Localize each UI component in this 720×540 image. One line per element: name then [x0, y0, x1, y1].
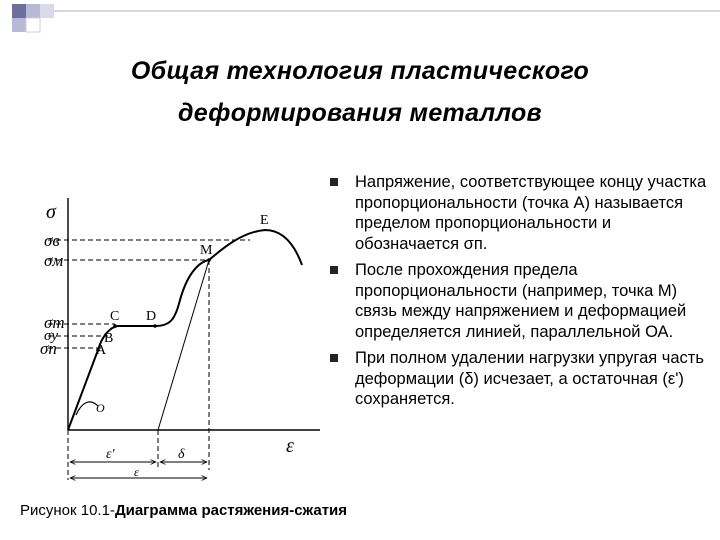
bullet-text: При полном удалении нагрузки упругая часть деформации (δ) исчезает, а остаточная (ε') сохраняется.: [355, 349, 704, 408]
point-b-label: B: [104, 331, 114, 346]
y-axis-label: σ: [46, 201, 56, 223]
slide-title-line-2: деформирования металлов: [178, 99, 542, 127]
bullet-item: [330, 260, 715, 342]
slide-title-line-1: Общая технология пластического: [130, 57, 590, 85]
bullet-list: [330, 172, 715, 416]
point-a-label: A: [96, 343, 107, 358]
caption-text: Диаграмма растяжения-сжатия: [114, 502, 348, 519]
curve-points: [96, 258, 211, 352]
point-c-label: C: [110, 309, 120, 324]
bullet-item: [330, 348, 715, 410]
bullet-item: [330, 172, 715, 254]
eps-prime-label: ε': [106, 447, 115, 462]
slide-decoration: [0, 0, 720, 40]
elastic-return-curve: [76, 402, 98, 415]
point-e-label: E: [260, 213, 269, 228]
reference-lines: [48, 240, 250, 480]
sigma-v-label: σв: [44, 231, 60, 250]
sigma-p-label: σп: [40, 339, 57, 358]
unloading-line: [158, 260, 209, 430]
sigma-u-label: σу: [44, 328, 59, 344]
delta-label: δ: [178, 447, 185, 462]
point-m-label: M: [200, 243, 213, 258]
point-d-label: D: [146, 309, 157, 324]
bullet-text: После прохождения предела пропорциональности (например, точка М) связь между напряжением и деформацией определяется линией, параллельной ОА.: [355, 261, 687, 341]
x-axis-label: ε: [286, 435, 294, 457]
eps-total-label: ε: [134, 465, 139, 479]
sigma-m-label: σм: [44, 251, 64, 270]
bullet-text: Напряжение, соответствующее концу участка пропорциональности (точка А) называется пределом пропорциональности и обозначается σп.: [355, 173, 707, 253]
figure-caption: [20, 502, 347, 519]
stress-strain-diagram: [20, 180, 335, 490]
sigma-t-label: σт: [44, 313, 65, 332]
origin-label: O: [96, 401, 105, 415]
caption-prefix: Рисунок 10.1-: [20, 502, 115, 519]
